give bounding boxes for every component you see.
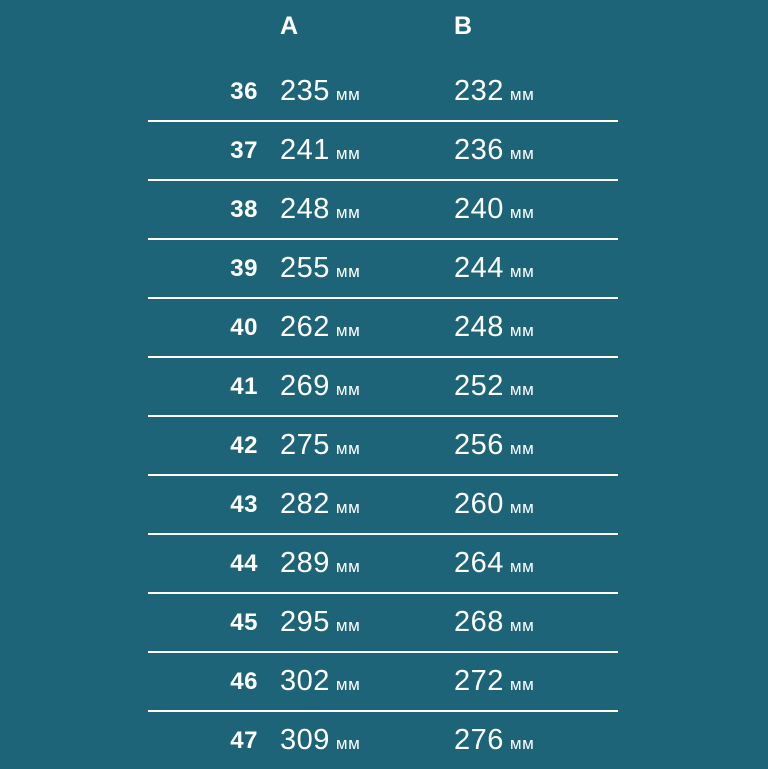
cell-measure-b [444, 711, 618, 769]
cell-measure-b [444, 63, 618, 121]
measure-unit: мм [509, 321, 535, 340]
cell-size: 37 [148, 121, 270, 180]
cell-measure-a [270, 416, 444, 475]
measure-value: 248 [454, 311, 504, 343]
measure-unit: мм [509, 616, 535, 635]
measure-value: 309 [280, 724, 330, 756]
measure-unit: мм [335, 203, 361, 222]
measure-value: 232 [454, 75, 504, 107]
measure-value: 295 [280, 606, 330, 638]
measure-value: 252 [454, 370, 504, 402]
measure-unit: мм [335, 321, 361, 340]
table-row [148, 121, 618, 180]
table-row [148, 298, 618, 357]
cell-measure-b [444, 239, 618, 298]
measure-value: 260 [454, 488, 504, 520]
cell-measure-a [270, 475, 444, 534]
cell-size: 36 [148, 63, 270, 121]
measure-unit: мм [335, 734, 361, 753]
cell-measure-a [270, 652, 444, 711]
measure-value: 302 [280, 665, 330, 697]
table-row [148, 416, 618, 475]
cell-size: 44 [148, 534, 270, 593]
cell-size: 42 [148, 416, 270, 475]
cell-measure-b [444, 593, 618, 652]
measure-unit: мм [509, 498, 535, 517]
measure-value: 255 [280, 252, 330, 284]
measure-unit: мм [335, 616, 361, 635]
measure-value: 289 [280, 547, 330, 579]
measure-value: 248 [280, 193, 330, 225]
measure-unit: мм [509, 85, 535, 104]
cell-measure-b [444, 416, 618, 475]
measure-unit: мм [509, 380, 535, 399]
table-row [148, 475, 618, 534]
measure-value: 241 [280, 134, 330, 166]
measure-value: 264 [454, 547, 504, 579]
table-row [148, 652, 618, 711]
cell-size: 38 [148, 180, 270, 239]
cell-size: 40 [148, 298, 270, 357]
measure-value: 268 [454, 606, 504, 638]
cell-size: 43 [148, 475, 270, 534]
measure-value: 275 [280, 429, 330, 461]
cell-measure-b [444, 652, 618, 711]
table-row [148, 239, 618, 298]
cell-size: 45 [148, 593, 270, 652]
table-row [148, 534, 618, 593]
measure-value: 272 [454, 665, 504, 697]
measure-unit: мм [509, 675, 535, 694]
measure-value: 282 [280, 488, 330, 520]
cell-measure-b [444, 180, 618, 239]
measure-value: 256 [454, 429, 504, 461]
size-table-body [148, 63, 618, 769]
table-row [148, 357, 618, 416]
measure-unit: мм [509, 439, 535, 458]
measure-unit: мм [509, 734, 535, 753]
size-table [148, 12, 618, 769]
cell-measure-a [270, 593, 444, 652]
cell-measure-a [270, 298, 444, 357]
cell-measure-a [270, 239, 444, 298]
cell-measure-a [270, 63, 444, 121]
measure-value: 235 [280, 75, 330, 107]
cell-size: 47 [230, 726, 258, 754]
measure-unit: мм [335, 439, 361, 458]
measure-unit: мм [335, 262, 361, 281]
cell-measure-a [270, 180, 444, 239]
measure-unit: мм [335, 380, 361, 399]
cell-measure-a [270, 711, 444, 769]
size-table-header [148, 12, 618, 63]
measure-unit: мм [335, 557, 361, 576]
cell-measure-b [444, 121, 618, 180]
measure-value: 269 [280, 370, 330, 402]
cell-measure-b [444, 534, 618, 593]
cell-measure-a [270, 534, 444, 593]
column-header-size [148, 12, 270, 63]
column-header-a: A [280, 12, 299, 40]
table-row [148, 711, 618, 769]
measure-value: 236 [454, 134, 504, 166]
measure-unit: мм [509, 203, 535, 222]
measure-value: 244 [454, 252, 504, 284]
cell-size: 46 [148, 652, 270, 711]
measure-unit: мм [335, 675, 361, 694]
cell-measure-a [270, 121, 444, 180]
cell-size: 41 [148, 357, 270, 416]
measure-unit: мм [335, 85, 361, 104]
table-row [148, 63, 618, 121]
table-row [148, 180, 618, 239]
cell-measure-b [444, 357, 618, 416]
table-row [148, 593, 618, 652]
cell-measure-b [444, 475, 618, 534]
measure-unit: мм [335, 144, 361, 163]
measure-unit: мм [509, 262, 535, 281]
header-row [148, 12, 618, 63]
cell-measure-b [444, 298, 618, 357]
cell-measure-a [270, 357, 444, 416]
measure-value: 276 [454, 724, 504, 756]
measure-unit: мм [509, 557, 535, 576]
cell-size: 39 [148, 239, 270, 298]
column-header-b: B [454, 12, 473, 40]
measure-value: 262 [280, 311, 330, 343]
measure-value: 240 [454, 193, 504, 225]
measure-unit: мм [509, 144, 535, 163]
measure-unit: мм [335, 498, 361, 517]
